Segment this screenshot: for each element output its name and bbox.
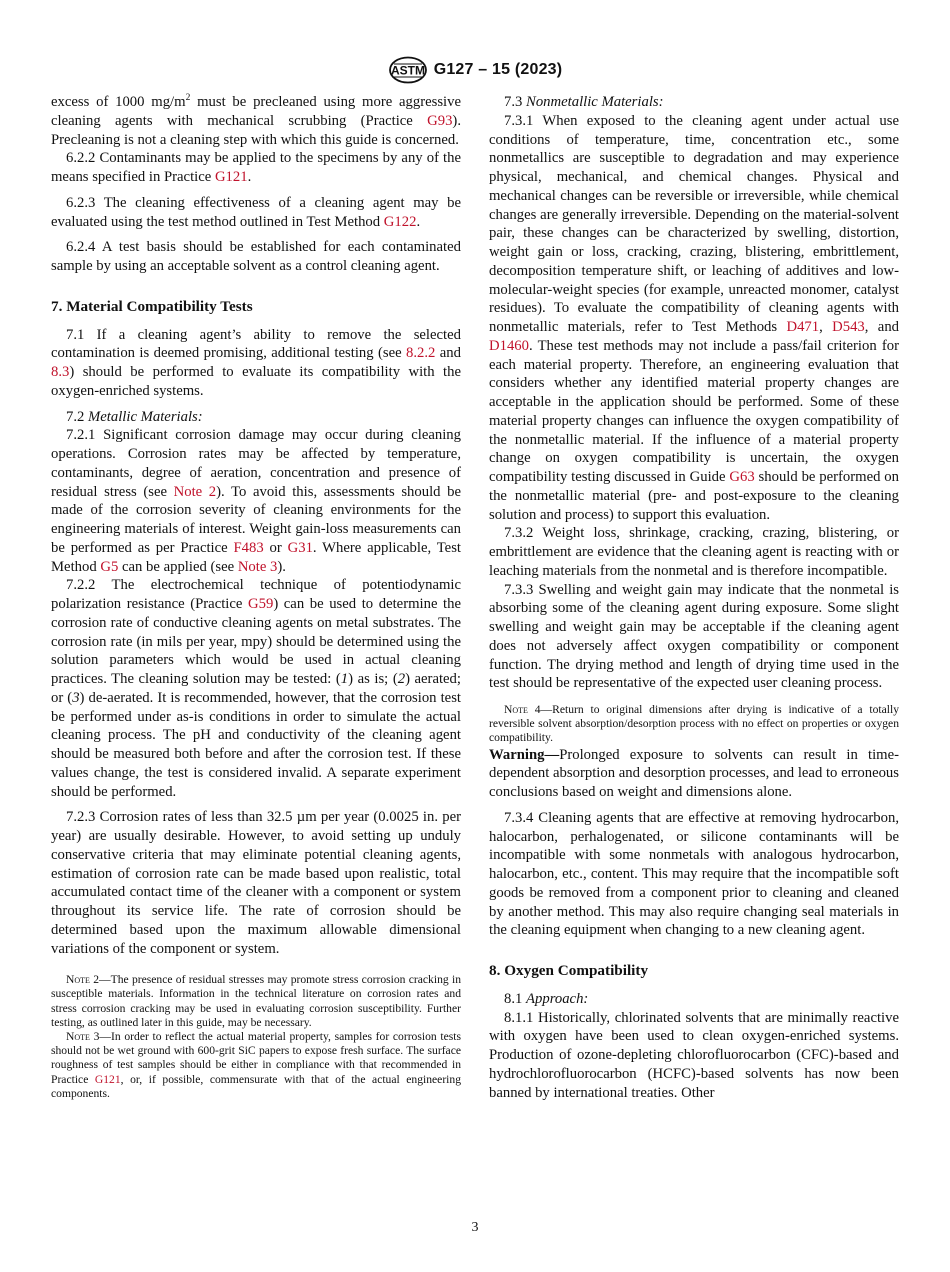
link-d543[interactable]: D543 (832, 319, 865, 335)
subheading-7-2: 7.2 Metallic Materials: (66, 408, 203, 425)
paragraph-7-3-4: 7.3.4 Cleaning agents that are effective at removing hydrocarbon, halocarbon, perhalogenated, or silicone contaminants will be incompatible with some nonmetals with analogous hydrocarbon, halocarbon, etc., content. This may require that the incompatible soft goods be removed from a component prior to cleaning and cleaned by another method. This may also require changing seal materials in the cleaning equipment when changing to a new cleaning agent. (489, 809, 899, 939)
link-8-3[interactable]: 8.3 (51, 364, 70, 380)
paragraph-7-2-3: 7.2.3 Corrosion rates of less than 32.5 µm per year (0.0025 in. per year) are usually desirable. However, to avoid setting up unduly conservative criteria that may eliminate potential cleaning agents, estimation of corrosion rate can be made based upon realistic, total accumulated contact time of the cleaner with a component or system throughout its service life. The rate of corrosion should be determined based upon the maximum allowable dimensional variations of the component or system. (51, 809, 461, 957)
paragraph-8-1-1: 8.1.1 Historically, chlorinated solvents that are minimally reactive with oxygen have been used to clean oxygen-enriched systems. Production of ozone-depleting chlorofluorocarbon (CFC)-based and hydrochlorofluorocarbon (HCFC)-based solvents has now been banned by international treaties. Other (489, 1009, 899, 1101)
paragraph-7-2-2: 7.2.2 The electrochemical technique of potentiodynamic polarization resistance (Practice G59) can be used to determine the corrosion rate of conductive cleaning agents on metal substrates. The corrosion rate (in mils per year, mpy) should be determined using the solution parameters which would be used in actual cleaning practices. The cleaning solution may be tested: (1) as is; (2) aerated; or (3) de-aerated. It is recommended, however, that the corrosion test be performed under as-is conditions in order to simulate the actual cleaning process. The pH and conductivity of the cleaning agent should be measured both before and after the corrosion test. If these values change, the test is considered invalid. A separate experiment should be performed. (51, 577, 461, 800)
section-heading-8: 8. Oxygen Compatibility (489, 962, 649, 980)
paragraph-6-2-3: 6.2.3 The cleaning effectiveness of a cleaning agent may be evaluated using the test method outlined in Test Method G122. (51, 194, 461, 230)
link-8-2-2[interactable]: 8.2.2 (406, 345, 436, 362)
link-g59[interactable]: G59 (248, 596, 274, 612)
paragraph-6-2-2: 6.2.2 Contaminants may be applied to the specimens by any of the means specified in Practice G121. (51, 150, 461, 185)
paragraph-precleaning: excess of 1000 $mg/m^2$ must be precleaned using more aggressive cleaning agents with mechanical scrubbing (Practice G93). Precleaning is not a cleaning step with which this guide is concerned. (51, 93, 462, 148)
svg-text:ASTM: ASTM (390, 63, 425, 78)
link-g122[interactable]: G122 (383, 213, 417, 230)
page-number: 3 (471, 1220, 479, 1235)
link-d1460[interactable]: D1460 (489, 337, 529, 354)
note-2: Note 2—The presence of residual stresses may promote stress corrosion cracking in susceptible materials. Information in the technical literature on corrosion rates and stress corrosion cracking may be used in evaluating corrosion susceptibility. Further testing, as outlined later in this guide, may be necessary. (51, 973, 461, 1029)
section-heading-7: 7. Material Compatibility Tests (51, 297, 253, 315)
paragraph-7-3-2: 7.3.2 Weight loss, shrinkage, cracking, crazing, blistering, or embrittlement are evidence that the cleaning agent is reacting with or leaching materials from the nonmetal and is therefore incompatible. (489, 525, 899, 579)
link-g5[interactable]: G5 (100, 558, 119, 575)
link-d471[interactable]: D471 (786, 319, 820, 335)
paragraph-7-3-3: 7.3.3 Swelling and weight gain may indicate that the nonmetal is absorbing some of the cleaning agent during exposure. Some slight swelling and weight gain may be acceptable if the cleaning agent does not adversely affect oxygen compatibility or component function. The drying method and length of drying time used in the test should be representative of the expected user cleaning process. (489, 581, 899, 692)
page-header (0, 56, 950, 84)
paragraph-7-1: 7.1 If a cleaning agent’s ability to remove the selected contamination is deemed promising, additional testing (see 8.2.2 and 8.3) should be performed to evaluate its compatibility with the oxygen-enriched systems. (51, 326, 461, 399)
link-note-3[interactable]: Note 3 (237, 558, 278, 575)
note-3: Note 3—In order to reflect the actual material property, samples for corrosion tests should not be wet ground with 600-grit SiC papers to expose fresh surface. The surface roughness of test samples should be either in compliance with that recommended in Practice G121, or, if possible, commensurate with that of the actual engineering components. (51, 1030, 461, 1100)
right-column (489, 93, 899, 1102)
paragraph-6-2-4: 6.2.4 A test basis should be established for each contaminated sample by using an acceptable solvent as a control cleaning agent. (51, 239, 461, 274)
warning-paragraph: Warning—Prolonged exposure to solvents can result in time-dependent absorption and desorption processes, and lead to erroneous conclusions based on weight and dimensions alone. (489, 746, 899, 801)
subheading-8-1: 8.1 Approach: (504, 990, 589, 1007)
link-g93[interactable]: G93 (427, 112, 453, 129)
link-g121[interactable]: G121 (214, 169, 248, 185)
link-g63[interactable]: G63 (729, 469, 755, 485)
paragraph-7-2-1: 7.2.1 Significant corrosion damage may occur during cleaning operations. Corrosion rates may be affected by temperature, contaminants, degree of aeration, concentration and presence of residual stress (see Note 2). To avoid this, assessments should be made of the corrosion severity of cleaning environments for the engineering materials of interest. Weight gain-loss measurements can be performed as per Practice F483 or G31. Where applicable, Test Method G5 can be applied (see Note 3). (51, 427, 461, 575)
note-4: Note 4—Return to original dimensions after drying is indicative of a totally reversible solvent absorption/desorption process with no effect on properties or oxygen compatibility. (489, 703, 899, 745)
left-column (51, 93, 461, 1101)
link-f483[interactable]: F483 (233, 539, 264, 556)
paragraph-7-3-1: 7.3.1 When exposed to the cleaning agent under actual use conditions of temperature, time, concentration etc., some nonmetallics are susceptible to degradation and may experience physical, mechanical, and chemical changes. Physical and mechanical changes can be reversible or irreversible, while chemical changes are generally irreversible. Depending on the material-solvent pair, these changes can be characterized by swelling, distortion, weight gain or loss, cracking, crazing, blistering, embrittlement, decomposition temperature shift, or leaching of additives and low-molecular-weight species (for example, unreacted monomer, catalyst residues). To evaluate the compatibility of cleaning agents with nonmetallic materials, refer to Test Methods D471, D543, and D1460. These test methods may not include a pass/fail criterion for each material property. Therefore, an engineering evaluation that considers whether any identified material property changes are acceptable in the application should be performed. Some of these material property changes can influence the oxygen compatibility of the nonmetallic material. If the influence of a material property change on oxygen compatibility is uncertain, the oxygen compatibility testing discussed in Guide G63 should be performed on the nonmetallic material (pre- and post-exposure to the cleaning solution and process) to support this evaluation. (489, 112, 900, 523)
subheading-7-3: 7.3 Nonmetallic Materials: (504, 94, 664, 110)
link-g121-note[interactable]: G121 (94, 1072, 121, 1086)
link-note-2[interactable]: Note 2 (173, 483, 217, 500)
link-g31[interactable]: G31 (287, 539, 313, 556)
document-id: G127 – 15 (2023) (433, 61, 563, 78)
astm-logo-icon (388, 56, 428, 84)
